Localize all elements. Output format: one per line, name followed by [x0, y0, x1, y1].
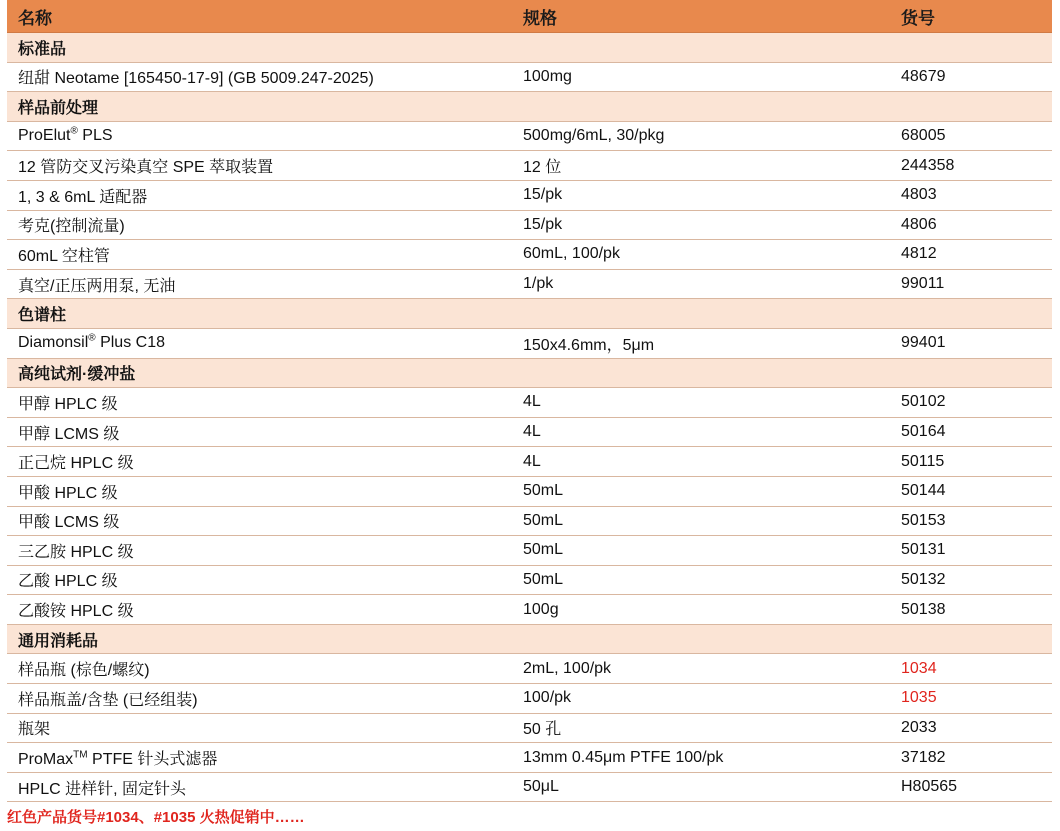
section-row — [7, 92, 1052, 122]
section-row — [7, 625, 1052, 655]
product-spec: 60mL, 100/pk — [523, 245, 620, 263]
product-code: 50138 — [901, 600, 946, 618]
product-table — [7, 0, 1052, 802]
product-spec: 150x4.6mm，5μm — [523, 336, 655, 354]
product-name-text: 瓶架 — [18, 721, 51, 739]
table-header — [7, 0, 1052, 33]
table-row — [7, 773, 1052, 803]
product-name-text: 甲酸 HPLC 级 — [18, 484, 118, 502]
product-spec: 12 位 — [523, 159, 562, 177]
product-code: 99011 — [901, 275, 945, 293]
product-code: 48679 — [901, 67, 946, 85]
product-spec: 500mg/6mL, 30/pkg — [523, 127, 665, 145]
product-name-text: Diamonsil — [18, 334, 89, 352]
table-row — [7, 595, 1052, 625]
product-name — [7, 687, 513, 710]
product-code: 4812 — [901, 245, 937, 263]
product-code: 50144 — [901, 482, 946, 500]
product-spec: 100mg — [523, 67, 572, 85]
product-name — [7, 746, 513, 769]
product-code: 50132 — [901, 570, 946, 588]
trademark-mark: ® — [88, 332, 96, 344]
product-name-text: 甲酸 LCMS 级 — [18, 514, 120, 532]
product-name — [7, 509, 513, 532]
product-name — [7, 716, 513, 739]
table-row — [7, 63, 1052, 93]
product-spec: 4L — [523, 452, 541, 470]
table-row — [7, 122, 1052, 152]
product-name-text: 12 管防交叉污染真空 SPE 萃取装置 — [18, 159, 274, 177]
product-name-suffix: Plus C18 — [95, 334, 165, 352]
table-row — [7, 447, 1052, 477]
product-name — [7, 243, 513, 266]
product-name — [7, 598, 513, 621]
section-title: 通用消耗品 — [18, 632, 99, 650]
product-spec: 50mL — [523, 482, 564, 500]
section-row — [7, 33, 1052, 63]
product-name-text: 纽甜 Neotame [165450-17-9] (GB 5009.247-2025) — [18, 70, 374, 88]
table-row — [7, 684, 1052, 714]
product-name-text: 乙酸 HPLC 级 — [18, 573, 118, 591]
table-row — [7, 743, 1052, 773]
product-name-text: 样品瓶 (棕色/螺纹) — [18, 662, 150, 680]
product-name — [7, 480, 513, 503]
product-spec: 50mL — [523, 541, 564, 559]
table-row — [7, 714, 1052, 744]
product-name — [7, 568, 513, 591]
table-row — [7, 388, 1052, 418]
product-name — [7, 421, 513, 444]
product-name-suffix: PTFE 针头式滤器 — [87, 751, 218, 769]
product-name — [7, 334, 513, 352]
product-spec: 50μL — [523, 778, 559, 796]
product-code: 4803 — [901, 186, 937, 204]
product-name-text: 样品瓶盖/含垫 (已经组装) — [18, 691, 198, 709]
product-name-text: ProElut — [18, 127, 71, 145]
header-name: 名称 — [18, 8, 52, 28]
product-code: 4806 — [901, 215, 937, 233]
product-code: 68005 — [901, 127, 946, 145]
product-spec: 4L — [523, 423, 541, 441]
product-code: 50164 — [901, 423, 946, 441]
table-row — [7, 329, 1052, 359]
product-code: 1034 — [901, 659, 937, 677]
product-name-text: 乙酸铵 HPLC 级 — [18, 603, 134, 621]
table-body — [7, 33, 1052, 802]
product-name — [7, 539, 513, 562]
product-code: 99401 — [901, 334, 946, 352]
section-row — [7, 299, 1052, 329]
product-name-text: 真空/正压两用泵, 无油 — [18, 277, 176, 295]
product-name-text: 正己烷 HPLC 级 — [18, 455, 134, 473]
product-name — [7, 657, 513, 680]
table-row — [7, 654, 1052, 684]
product-code: 2033 — [901, 718, 937, 736]
product-code: 244358 — [901, 156, 955, 174]
product-spec: 13mm 0.45μm PTFE 100/pk — [523, 748, 724, 766]
table-row — [7, 536, 1052, 566]
product-name — [7, 450, 513, 473]
table-row — [7, 477, 1052, 507]
product-code: 50115 — [901, 452, 945, 470]
table-row — [7, 240, 1052, 270]
product-name — [7, 184, 513, 207]
product-name-suffix: PLS — [77, 127, 113, 145]
product-spec: 4L — [523, 393, 541, 411]
table-row — [7, 507, 1052, 537]
product-name — [7, 391, 513, 414]
product-spec: 100/pk — [523, 689, 572, 707]
trademark-mark: TM — [73, 749, 88, 761]
table-row — [7, 566, 1052, 596]
product-name — [7, 127, 513, 145]
product-name — [7, 154, 513, 177]
table-row — [7, 270, 1052, 300]
product-spec: 50 孔 — [523, 721, 562, 739]
product-code: 1035 — [901, 689, 937, 707]
product-code: 50102 — [901, 393, 946, 411]
product-name-text: 1, 3 & 6mL 适配器 — [18, 188, 148, 206]
promo-note: 红色产品货号#1034、#1035 火热促销中…… — [7, 809, 305, 826]
product-code: 50131 — [901, 541, 946, 559]
table-row — [7, 151, 1052, 181]
product-name — [7, 273, 513, 296]
product-spec: 15/pk — [523, 186, 563, 204]
product-name-text: ProMax — [18, 751, 74, 769]
section-title: 色谱柱 — [18, 307, 67, 325]
table-row — [7, 181, 1052, 211]
section-title: 样品前处理 — [18, 99, 99, 117]
header-spec: 规格 — [523, 8, 557, 28]
product-name-text: 甲醇 LCMS 级 — [18, 425, 120, 443]
product-spec: 50mL — [523, 511, 564, 529]
trademark-mark: ® — [70, 125, 78, 137]
product-code: 37182 — [901, 748, 946, 766]
product-code: H80565 — [901, 778, 958, 796]
product-spec: 1/pk — [523, 275, 554, 293]
product-spec: 50mL — [523, 570, 564, 588]
table-row — [7, 211, 1052, 241]
product-spec: 2mL, 100/pk — [523, 659, 612, 677]
product-name-text: 三乙胺 HPLC 级 — [18, 543, 134, 561]
product-spec: 100g — [523, 600, 559, 618]
section-title: 高纯试剂·缓冲盐 — [18, 366, 136, 384]
header-code: 货号 — [901, 8, 935, 28]
product-name-text: 考克(控制流量) — [18, 218, 125, 236]
table-row — [7, 418, 1052, 448]
product-spec: 15/pk — [523, 215, 563, 233]
product-code: 50153 — [901, 511, 946, 529]
section-title: 标准品 — [18, 40, 67, 58]
product-name-text: HPLC 进样针, 固定针头 — [18, 780, 187, 798]
section-row — [7, 359, 1052, 389]
product-name — [7, 213, 513, 236]
product-name-text: 甲醇 HPLC 级 — [18, 395, 118, 413]
product-name — [7, 65, 513, 88]
product-name — [7, 776, 513, 799]
product-name-text: 60mL 空柱管 — [18, 247, 110, 265]
